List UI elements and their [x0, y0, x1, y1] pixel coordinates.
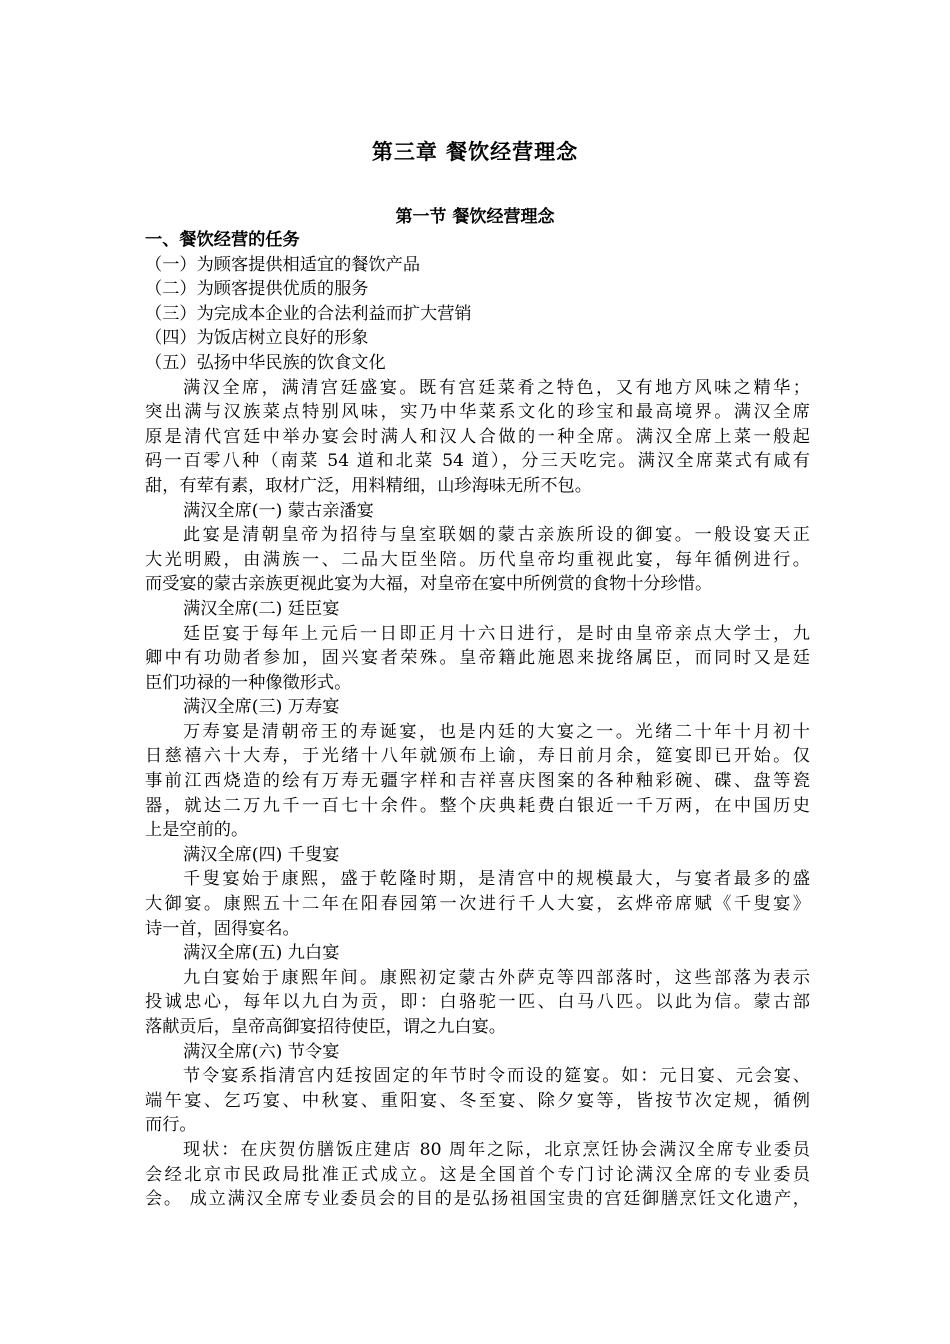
text-line: 千叟宴始于康熙，盛于乾隆时期，是清宫中的规模最大，与宴者最多的盛	[183, 869, 810, 890]
text-line: 上是空前的。	[145, 820, 249, 841]
text-line: 卿中有功勋者参加，固兴宴者荣殊。皇帝籍此施恩来拢络属臣，而同时又是廷	[145, 648, 810, 669]
text-line: 端午宴、乞巧宴、中秋宴、重阳宴、冬至宴、除夕宴等，皆按节次定规，循例	[145, 1090, 810, 1111]
text-line: 臣们功禄的一种像徵形式。	[145, 672, 352, 693]
text-line: 廷臣宴于每年上元后一日即正月十六日进行，是时由皇帝亲点大学士，九	[183, 623, 810, 644]
text-line: 满汉全席，满清宫廷盛宴。既有宫廷菜肴之特色，又有地方风味之精华；	[183, 377, 810, 398]
text-line: 满汉全席(六) 节令宴	[183, 1041, 340, 1062]
text-line: （五）弘扬中华民族的饮食文化	[145, 352, 386, 373]
text-line: 满汉全席(三) 万寿宴	[183, 697, 340, 718]
text-line: 满汉全席(五) 九白宴	[183, 943, 340, 964]
text-line: 而行。	[145, 1115, 197, 1136]
text-line: 现状：在庆贺仿膳饭庄建店 80 周年之际，北京烹饪协会满汉全席专业委员	[183, 1139, 810, 1160]
text-line: 大光明殿，由满族一、二品大臣坐陪。历代皇帝均重视此宴，每年循例进行。	[145, 549, 810, 570]
section-title: 第一节 餐饮经营理念	[395, 207, 555, 227]
text-line: 诗一首，固得宴名。	[145, 918, 300, 939]
text-line: （二）为顾客提供优质的服务	[145, 279, 369, 300]
text-line: 落献贡后，皇帝高御宴招待使臣，谓之九白宴。	[145, 1017, 506, 1037]
text-line: （四）为饭店树立良好的形象	[145, 328, 369, 349]
text-line: 满汉全席(四) 千叟宴	[183, 844, 340, 865]
text-line: （一）为顾客提供相适宜的餐饮产品	[145, 254, 421, 275]
text-line: 满汉全席(一) 蒙古亲潘宴	[183, 500, 374, 521]
text-line: 码一百零八种（南菜 54 道和北菜 54 道），分三天吃完。满汉全席菜式有咸有	[145, 451, 810, 472]
text-line: 会。 成立满汉全席专业委员会的目的是弘扬祖国宝贵的宫廷御膳烹饪文化遗产，	[145, 1189, 810, 1210]
document-body	[145, 228, 810, 1212]
text-line: 突出满与汉族菜点特别风味，实乃中华菜系文化的珍宝和最高境界。满汉全席	[145, 402, 810, 423]
text-line: 而受宴的蒙古亲族更视此宴为大福，对皇帝在宴中所例赏的食物十分珍惜。	[145, 574, 713, 595]
text-line: 九白宴始于康熙年间。康熙初定蒙古外萨克等四部落时，这些部落为表示	[183, 967, 810, 988]
text-line: 此宴是清朝皇帝为招待与皇室联姻的蒙古亲族所设的御宴。一般设宴天正	[183, 525, 810, 546]
text-line: 万寿宴是清朝帝王的寿诞宴，也是内廷的大宴之一。光绪二十年十月初十	[183, 721, 810, 742]
text-line: 满汉全席(二) 廷臣宴	[183, 598, 340, 619]
text-line: （三）为完成本企业的合法利益而扩大营销	[145, 303, 472, 324]
text-line: 甜，有荤有素，取材广泛，用料精细，山珍海味无所不包。	[145, 475, 592, 496]
chapter-title: 第三章 餐饮经营理念	[371, 139, 579, 164]
text-line: 原是清代宫廷中举办宴会时满人和汉人合做的一种全席。满汉全席上菜一般起	[145, 426, 810, 447]
heading-line: 一、餐饮经营的任务	[145, 230, 300, 250]
text-line: 事前江西烧造的绘有万寿无疆字样和吉祥喜庆图案的各种釉彩碗、碟、盘等瓷	[145, 771, 810, 792]
text-line: 会经北京市民政局批准正式成立。这是全国首个专门讨论满汉全席的专业委员	[145, 1164, 810, 1185]
text-line: 大御宴。康熙五十二年在阳春园第一次进行千人大宴，玄烨帝席赋《千叟宴》	[145, 894, 810, 915]
text-line: 投诚忠心，每年以九白为贡，即：白骆驼一匹、白马八匹。以此为信。蒙古部	[145, 992, 810, 1013]
text-line: 日慈禧六十大寿，于光绪十八年就颁布上谕，寿日前月余，筵宴即已开始。仅	[145, 746, 810, 767]
text-line: 节令宴系指清宫内廷按固定的年节时令而设的筵宴。如：元日宴、元会宴、	[183, 1066, 810, 1087]
text-line: 器，就达二万九千一百七十余件。整个庆典耗费白银近一千万两，在中国历史	[145, 795, 810, 816]
